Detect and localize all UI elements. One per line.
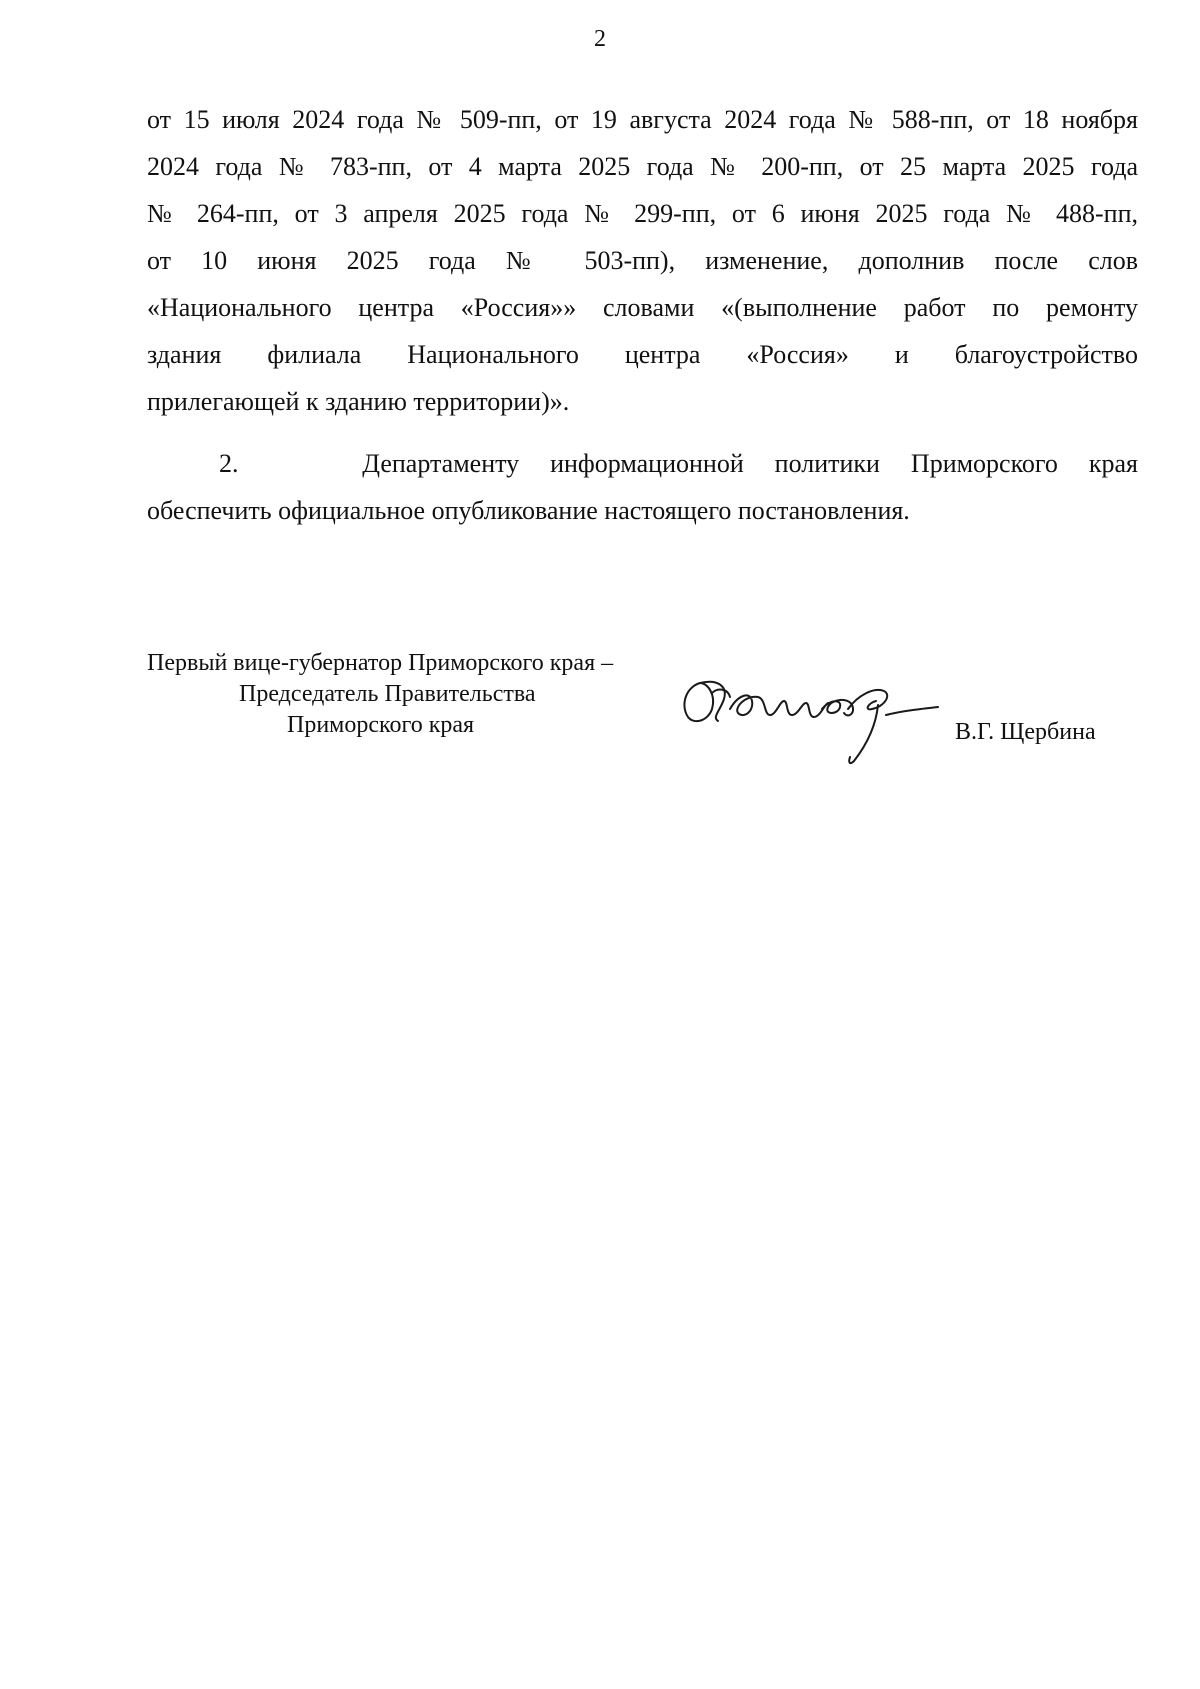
text-line: обеспечить официальное опубликование настоящего постановления. — [147, 496, 910, 525]
page-number: 2 — [594, 26, 606, 52]
text-line: от 10 июня 2025 года № 503-пп), изменение, дополнив после слов — [147, 246, 1138, 275]
position-line: Председатель Правительства — [239, 681, 536, 707]
position-line: Приморского края — [287, 712, 475, 738]
signer-name: В.Г. Щербина — [955, 719, 1096, 745]
text-line: прилегающей к зданию территории)». — [147, 387, 570, 416]
paragraph-2 — [147, 440, 1138, 534]
signatory-position — [147, 648, 613, 741]
text-line: «Национального центра «Россия»» словами «(выполнение работ по ремонту — [147, 293, 1138, 322]
paragraph-number: 2. — [219, 449, 239, 478]
text-line: 2024 года № 783-пп, от 4 марта 2025 года № 200-пп, от 25 марта 2025 года — [147, 152, 1138, 181]
text-line: здания филиала Национального центра «Россия» и благоустройство — [147, 340, 1138, 369]
paragraph-1 — [147, 96, 1138, 425]
position-line: Первый вице-губернатор Приморского края – — [147, 650, 614, 676]
text-line — [147, 440, 1138, 487]
text-line: от 15 июля 2024 года № 509-пп, от 19 августа 2024 года № 588-пп, от 18 ноября — [147, 105, 1138, 134]
paragraph-text: Департаменту информационной политики Приморского края — [362, 449, 1138, 478]
handwritten-signature — [672, 665, 942, 775]
text-line: № 264-пп, от 3 апреля 2025 года № 299-пп, от 6 июня 2025 года № 488-пп, — [147, 199, 1138, 228]
